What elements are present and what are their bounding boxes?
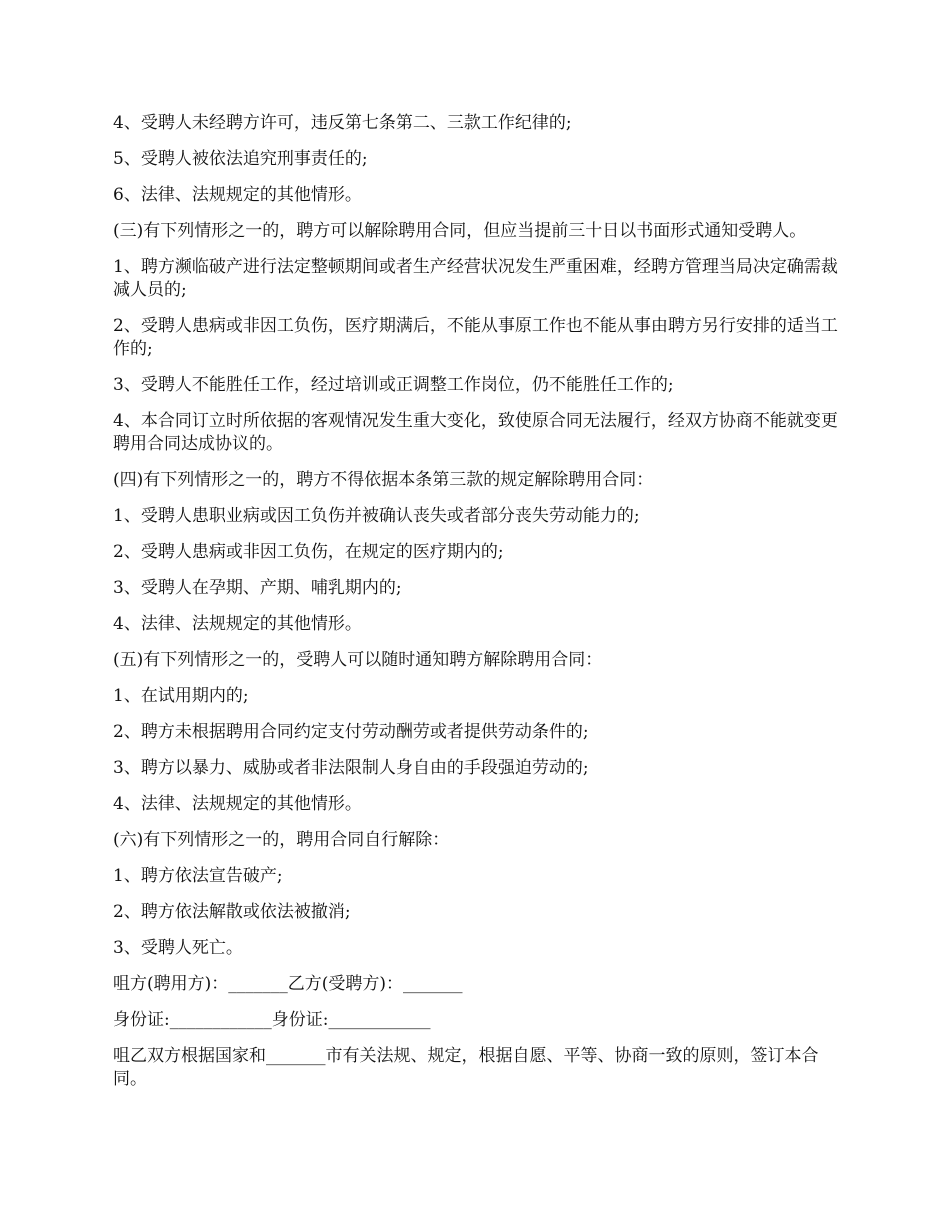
paragraph: 4、本合同订立时所依据的客观情况发生重大变化，致使原合同无法履行，经双方协商不能就变更聘用合同达成协议的。 xyxy=(113,411,838,454)
paragraph: 2、聘方未根据聘用合同约定支付劳动酬劳或者提供劳动条件的; xyxy=(113,722,589,742)
paragraph: (四)有下列情形之一的，聘方不得依据本条第三款的规定解除聘用合同： xyxy=(113,470,654,490)
signature-line-id: 身份证:____________身份证:____________ xyxy=(113,1010,431,1030)
signature-line-parties: 咀方(聘用方)：_______乙方(受聘方)：_______ xyxy=(113,974,463,994)
paragraph: 4、法律、法规规定的其他情形。 xyxy=(113,614,362,634)
paragraph: 2、受聘人患病或非因工负伤，医疗期满后，不能从事原工作也不能从事由聘方另行安排的适当工作的; xyxy=(113,316,838,359)
paragraph: 3、受聘人死亡。 xyxy=(113,938,243,958)
paragraph: 1、受聘人患职业病或因工负伤并被确认丧失或者部分丧失劳动能力的; xyxy=(113,506,640,526)
paragraph: 3、聘方以暴力、威胁或者非法限制人身自由的手段强迫劳动的; xyxy=(113,758,589,778)
paragraph: 1、在试用期内的; xyxy=(113,686,249,706)
paragraph: (六)有下列情形之一的，聘用合同自行解除： xyxy=(113,830,450,850)
paragraph: 3、受聘人在孕期、产期、哺乳期内的; xyxy=(113,578,402,598)
paragraph: 5、受聘人被依法追究刑事责任的; xyxy=(113,149,368,169)
paragraph: 4、受聘人未经聘方许可，违反第七条第二、三款工作纪律的; xyxy=(113,113,572,133)
paragraph: 4、法律、法规规定的其他情形。 xyxy=(113,794,362,814)
paragraph: 2、聘方依法解散或依法被撤消; xyxy=(113,902,351,922)
paragraph: (三)有下列情形之一的，聘方可以解除聘用合同，但应当提前三十日以书面形式通知受聘人。 xyxy=(113,221,807,241)
paragraph: 6、法律、法规规定的其他情形。 xyxy=(113,185,362,205)
paragraph: 1、聘方依法宣告破产; xyxy=(113,866,283,886)
paragraph: 1、聘方濒临破产进行法定整顿期间或者生产经营状况发生严重困难，经聘方管理当局决定确需裁减人员的; xyxy=(113,257,838,300)
document-body xyxy=(113,112,840,1104)
paragraph: 2、受聘人患病或非因工负伤，在规定的医疗期内的; xyxy=(113,542,504,562)
paragraph: 咀乙双方根据国家和_______市有关法规、规定，根据自愿、平等、协商一致的原则，签订本合同。 xyxy=(113,1046,819,1089)
paragraph: 3、受聘人不能胜任工作，经过培训或正调整工作岗位，仍不能胜任工作的; xyxy=(113,375,674,395)
paragraph: (五)有下列情形之一的，受聘人可以随时通知聘方解除聘用合同： xyxy=(113,650,603,670)
